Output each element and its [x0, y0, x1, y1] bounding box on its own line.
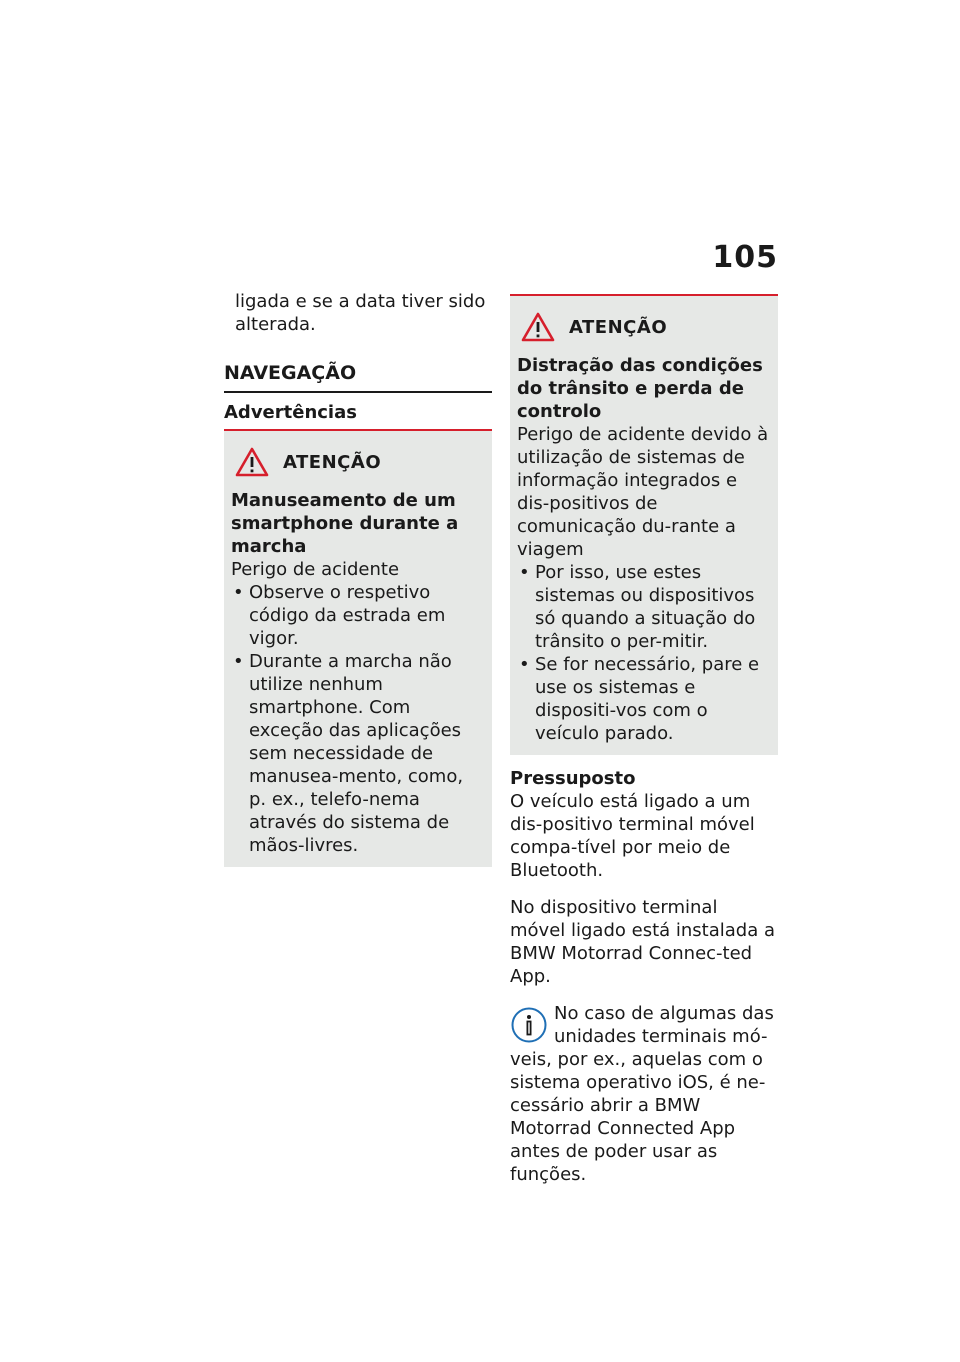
- warning-header: [235, 447, 484, 477]
- page-number: 105: [712, 240, 778, 275]
- list-item: • Se for necessário, pare e use os sistemas e dispositi-vos com o veículo parado.: [519, 654, 760, 744]
- requirement-text: O veículo está ligado a um dis-positivo terminal móvel compa-tível por meio de Bluetooth.: [510, 791, 755, 881]
- warning-box: [224, 429, 492, 867]
- warning-triangle-icon: [521, 312, 555, 342]
- info-text: veis, por ex., aquelas com o sistema operativo iOS, é ne-cessário abrir a BMW Motorrad Connected App antes de poder usar as funções.: [510, 1049, 766, 1185]
- info-icon: [510, 1006, 548, 1044]
- warning-header: [521, 312, 770, 342]
- section-title: NAVEGAÇÃO: [224, 362, 492, 393]
- list-item: • Durante a marcha não utilize nenhum smartphone. Com exceção das aplicações sem necessidade de manusea-mento, como, p. ex., telefo-nema através do sistema de mãos-livres.: [233, 651, 464, 856]
- paragraph: No dispositivo terminal móvel ligado está instalada a BMW Motorrad Connec-ted App.: [510, 897, 775, 987]
- requirement-title: Pressuposto: [510, 768, 636, 789]
- warning-title: Distração das condições do trânsito e perda de controlo: [517, 355, 763, 422]
- warning-label: ATENÇÃO: [569, 316, 668, 338]
- right-column: [510, 294, 778, 1186]
- warning-box: [510, 294, 778, 755]
- warning-list: [517, 561, 770, 745]
- left-column: [224, 290, 492, 867]
- subsection-title: Advertências: [224, 402, 357, 423]
- warning-list: [231, 581, 484, 857]
- warning-title: Manuseamento de um smartphone durante a marcha: [231, 490, 459, 557]
- info-note: [510, 1002, 778, 1186]
- info-text-first: No caso de algumas das unidades terminais mó-: [554, 1003, 774, 1047]
- warning-label: ATENÇÃO: [283, 451, 382, 473]
- warning-text: Perigo de acidente devido à utilização de sistemas de informação integrados e dis-positivos de comunicação du-rante a viagem: [517, 424, 769, 560]
- warning-subtitle: Perigo de acidente: [231, 559, 400, 580]
- continued-text: ligada e se a data tiver sido alterada.: [235, 291, 486, 335]
- warning-triangle-icon: [235, 447, 269, 477]
- list-item: • Observe o respetivo código da estrada em vigor.: [233, 582, 446, 649]
- list-item: • Por isso, use estes sistemas ou dispositivos só quando a situação do trânsito o per-mitir.: [519, 562, 756, 652]
